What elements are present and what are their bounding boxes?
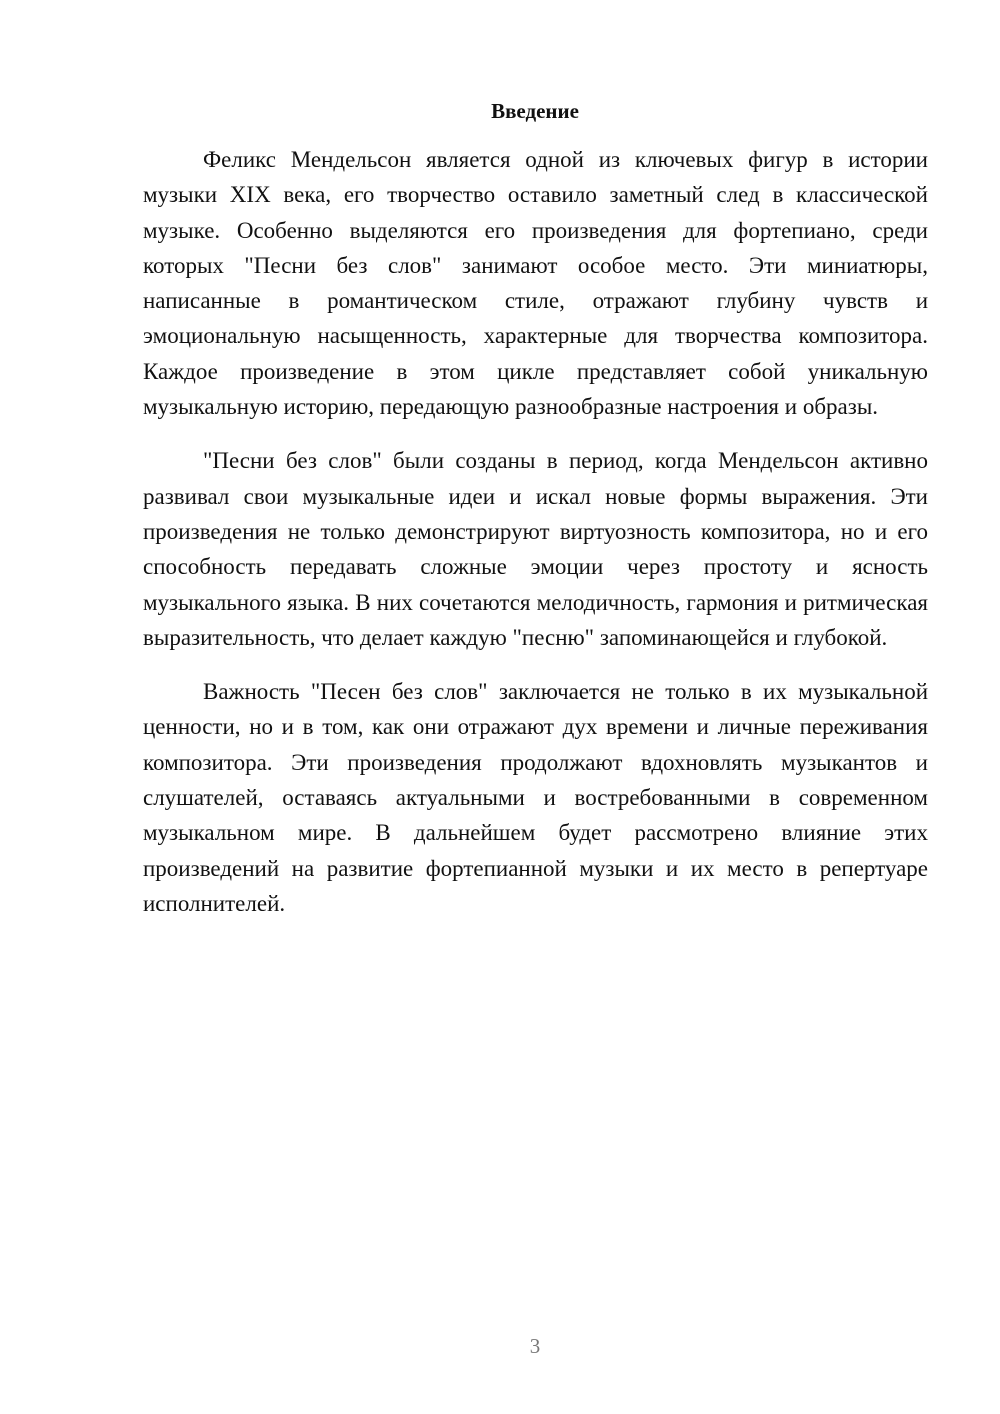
paragraph-2: "Песни без слов" были созданы в период, когда Мендельсон активно развивал свои музыкальные идеи и искал новые формы выражения. Эти произведения не только демонстрируют виртуозность композитора, но и его способность передавать сложные эмоции через простоту и ясность музыкального языка. В них сочетаются мелодичность, гармония и ритмическая выразительность, что делает каждую "песню" запоминающейся и глубокой. (143, 448, 928, 650)
paragraph-3: Важность "Песен без слов" заключается не только в их музыкальной ценности, но и в том, как они отражают дух времени и личные переживания композитора. Эти произведения продолжают вдохновлять музыкантов и слушателей, оставаясь актуальными и востребованными в современном музыкальном мире. В дальнейшем будет рассмотрено влияние этих произведений на развитие фортепианной музыки и их место в репертуаре исполнителей. (143, 679, 928, 916)
page-number: 3 (529, 1334, 541, 1358)
paragraph-1: Феликс Мендельсон является одной из ключевых фигур в истории музыки XIX века, его творчество оставило заметный след в классической музыке. Особенно выделяются его произведения для фортепиано, среди которых "Песни без слов" занимают особое место. Эти миниатюры, написанные в романтическом стиле, отражают глубину чувств и эмоциональную насыщенность, характерные для творчества композитора. Каждое произведение в этом цикле представляет собой уникальную музыкальную историю, передающую разнообразные настроения и образы. (143, 147, 928, 420)
body-text (143, 142, 928, 921)
section-title: Введение (491, 99, 579, 123)
